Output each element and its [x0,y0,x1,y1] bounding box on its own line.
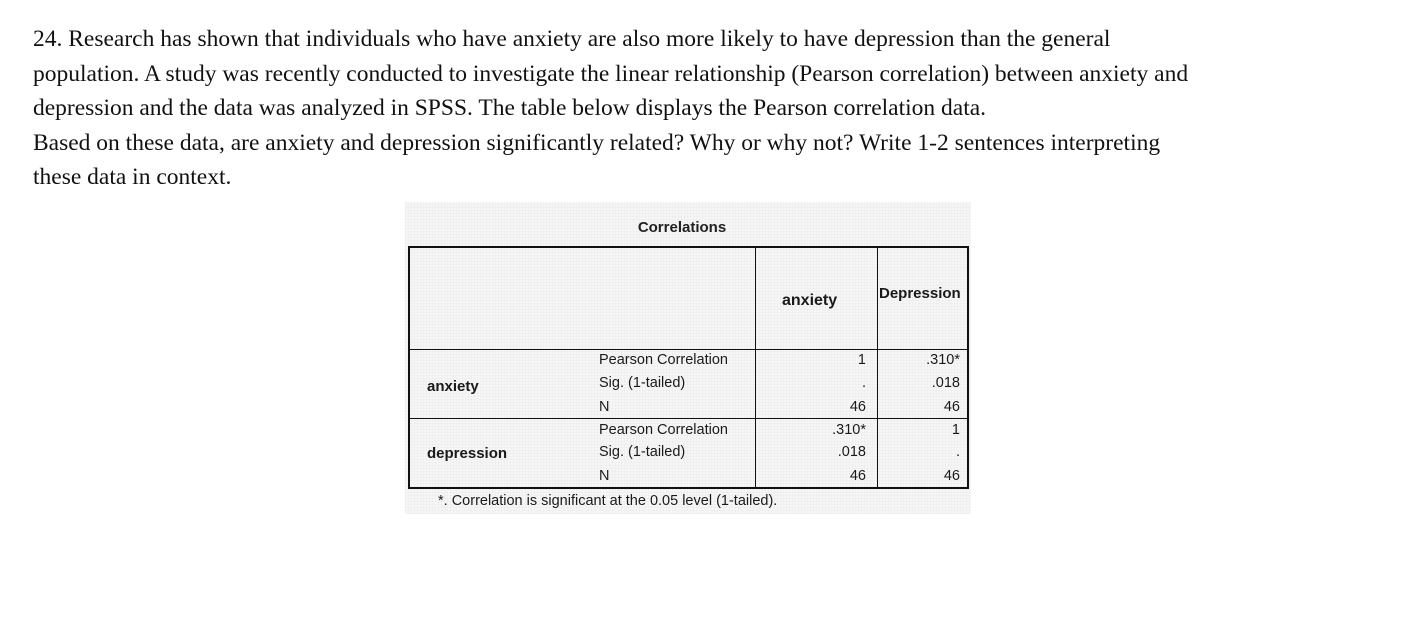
table-footnote: *. Correlation is significant at the 0.05 level (1-tailed). [438,493,778,509]
cell-value: 46 [943,468,960,484]
correlations-table [408,246,969,489]
question-line: population. A study was recently conducted to investigate the linear relationship (Pearson correlation) between anxiety and [33,60,1189,87]
row-label-anxiety: anxiety [427,378,479,395]
question-line: depression and the data was analyzed in SPSS. The table below displays the Pearson correlation data. [33,95,987,121]
cell-value: .018 [837,444,866,460]
stat-label: Pearson Correlation [599,352,728,368]
col-header-anxiety: anxiety [782,292,838,309]
stat-label: Sig. (1-tailed) [599,444,686,460]
stat-label: Pearson Correlation [599,422,728,438]
stat-label: N [599,468,610,484]
cell-value: . [955,444,960,460]
divider [410,349,967,350]
cell-value: 1 [857,352,866,368]
question-line: these data in context. [33,164,232,190]
divider [410,418,967,419]
cell-value: .310* [926,352,960,368]
question-line: 24. Research has shown that individuals who have anxiety are also more likely to have depression than the general [33,26,1111,52]
spss-output-image [405,202,971,514]
row-label-depression: depression [427,445,508,462]
stat-label: Sig. (1-tailed) [599,375,686,391]
cell-value: .310* [832,422,866,438]
cell-value: 46 [849,399,866,415]
stat-label: N [599,399,610,415]
col-header-depression: Depression [879,285,961,302]
question-line: Based on these data, are anxiety and depression significantly related? Why or why not? Write 1-2 sentences interpreting [33,129,1161,156]
table-title: Correlations [637,219,727,236]
question-text [33,22,1373,195]
cell-value: 1 [951,422,960,438]
cell-value: 46 [943,399,960,415]
cell-value: 46 [849,468,866,484]
cell-value: . [861,375,866,391]
cell-value: .018 [931,375,960,391]
